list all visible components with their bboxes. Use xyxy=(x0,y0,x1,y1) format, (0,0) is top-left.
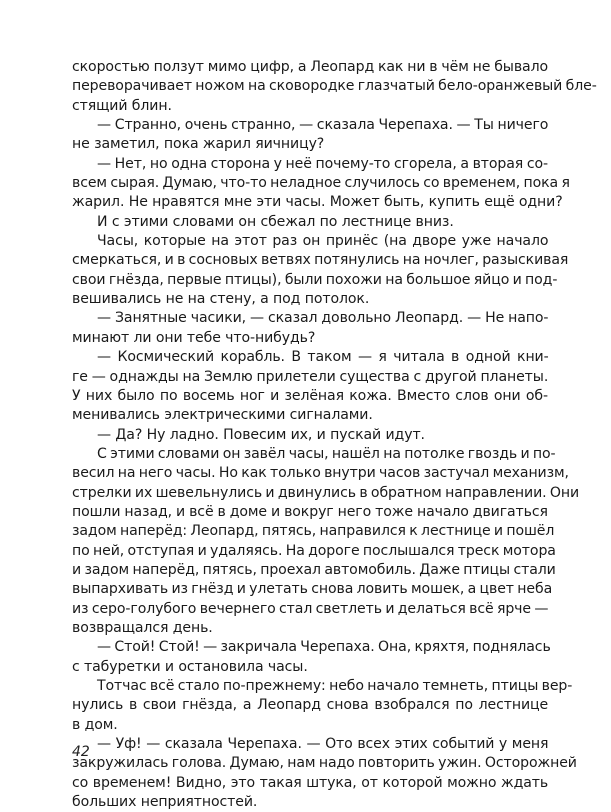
text-line: вешивались не на стену, а под потолок. xyxy=(72,291,370,308)
paragraph xyxy=(72,677,573,735)
text-line: жарил. Не нравятся мне эти часы. Может быть, купить ещё одни? xyxy=(72,194,563,211)
paragraph xyxy=(72,232,569,309)
paragraph xyxy=(72,58,597,116)
paragraph xyxy=(72,309,554,348)
text-line: У них было по восемь ног и зелёная кожа. Вместо слов они об- xyxy=(72,387,549,404)
text-line: — Нет, но одна сторона у неё почему-то сгорела, а вторая со- xyxy=(97,155,549,172)
text-line: переворачивает ножом на сковородке глазчатый бело-оранжевый бле- xyxy=(72,78,597,95)
text-line: и задом наперёд, пятясь, проехал автомобиль. Даже птицы стали xyxy=(72,561,556,578)
text-line: С этими словами он завёл часы, нашёл на потолке гвоздь и по- xyxy=(97,445,556,462)
paragraph xyxy=(72,155,570,213)
text-line: менивались электрическими сигналами. xyxy=(72,407,373,424)
page-number: 42 xyxy=(72,744,90,760)
text-line: задом наперёд: Леопард, пятясь, направился к лестнице и пошёл xyxy=(72,523,555,540)
text-line: стрелки их шевельнулись и двинулись в обратном направлении. Они xyxy=(72,484,580,501)
text-line: стящий блин. xyxy=(72,97,172,114)
text-line: — Странно, очень странно, — сказала Черепаха. — Ты ничего xyxy=(97,117,549,134)
text-line: ге — однажды на Землю прилетели существа с другой планеты. xyxy=(72,368,549,385)
paragraph xyxy=(72,213,554,232)
paragraph xyxy=(72,445,580,638)
text-line: выпархивать из гнёзд и улетать снова ловить мошек, а цвет неба xyxy=(72,581,553,598)
text-line: возвращался день. xyxy=(72,619,213,636)
text-line: по ней, отступая и удаляясь. На дороге послышался треск мотора xyxy=(72,542,556,559)
text-line: из серо-голубого вечернего стал светлеть и делаться всё ярче — xyxy=(72,600,549,617)
paragraph xyxy=(72,638,554,677)
text-line: всем сырая. Думаю, что-то неладное случилось со временем, пока я xyxy=(72,175,570,192)
text-line: Тотчас всё стало по-прежнему: небо начало темнеть, птицы вер- xyxy=(97,678,573,694)
text-line: — Космический корабль. В таком — я читала в одной кни- xyxy=(97,349,549,366)
text-line: — Стой! Стой! — закричала Черепаха. Она, кряхтя, поднялась xyxy=(97,639,551,656)
text-line: в дом. xyxy=(72,716,118,733)
body-text xyxy=(72,58,597,812)
paragraph xyxy=(72,116,554,155)
text-line: — Уф! — сказала Черепаха. — Ото всех этих событий у меня xyxy=(97,736,549,753)
paragraph xyxy=(72,426,554,445)
text-line: Часы, которые на этот раз он принёс (на дворе уже начало xyxy=(97,233,549,250)
text-line: с табуретки и остановила часы. xyxy=(72,658,308,675)
text-line: — Да? Ну ладно. Повесим их, и пускай идут. xyxy=(97,426,425,443)
text-line: скоростью ползут мимо цифр, а Леопард как ни в чём не бывало xyxy=(72,59,549,75)
text-line: И с этими словами он сбежал по лестнице вниз. xyxy=(97,213,454,230)
text-line: нулись в свои гнёзда, а Леопард снова взобрался по лестнице xyxy=(72,697,549,714)
text-line: закружилась голова. Думаю, нам надо повторить ужин. Осторожней xyxy=(72,755,577,772)
text-line: больших неприятностей. xyxy=(72,794,258,811)
paragraph xyxy=(72,735,577,812)
text-line: минают ли они тебе что-нибудь? xyxy=(72,329,316,346)
text-line: — Занятные часики, — сказал довольно Леопард. — Не напо- xyxy=(97,310,549,327)
text-line: смеркаться, и в сосновых ветвях потянулись на ночлег, разыскивая xyxy=(72,252,569,269)
text-line: со временем! Видно, это такая штука, от которой можно ждать xyxy=(72,774,549,791)
text-line: не заметил, пока жарил яичницу? xyxy=(72,136,325,153)
paragraph xyxy=(72,348,554,425)
text-line: свои гнёзда, первые птицы), были похожи на большое яйцо и под- xyxy=(72,271,558,288)
text-line: весил на него часы. Но как только внутри часов застучал механизм, xyxy=(72,465,569,482)
text-line: пошли назад, и всё в доме и вокруг него тоже начало двигаться xyxy=(72,503,548,520)
